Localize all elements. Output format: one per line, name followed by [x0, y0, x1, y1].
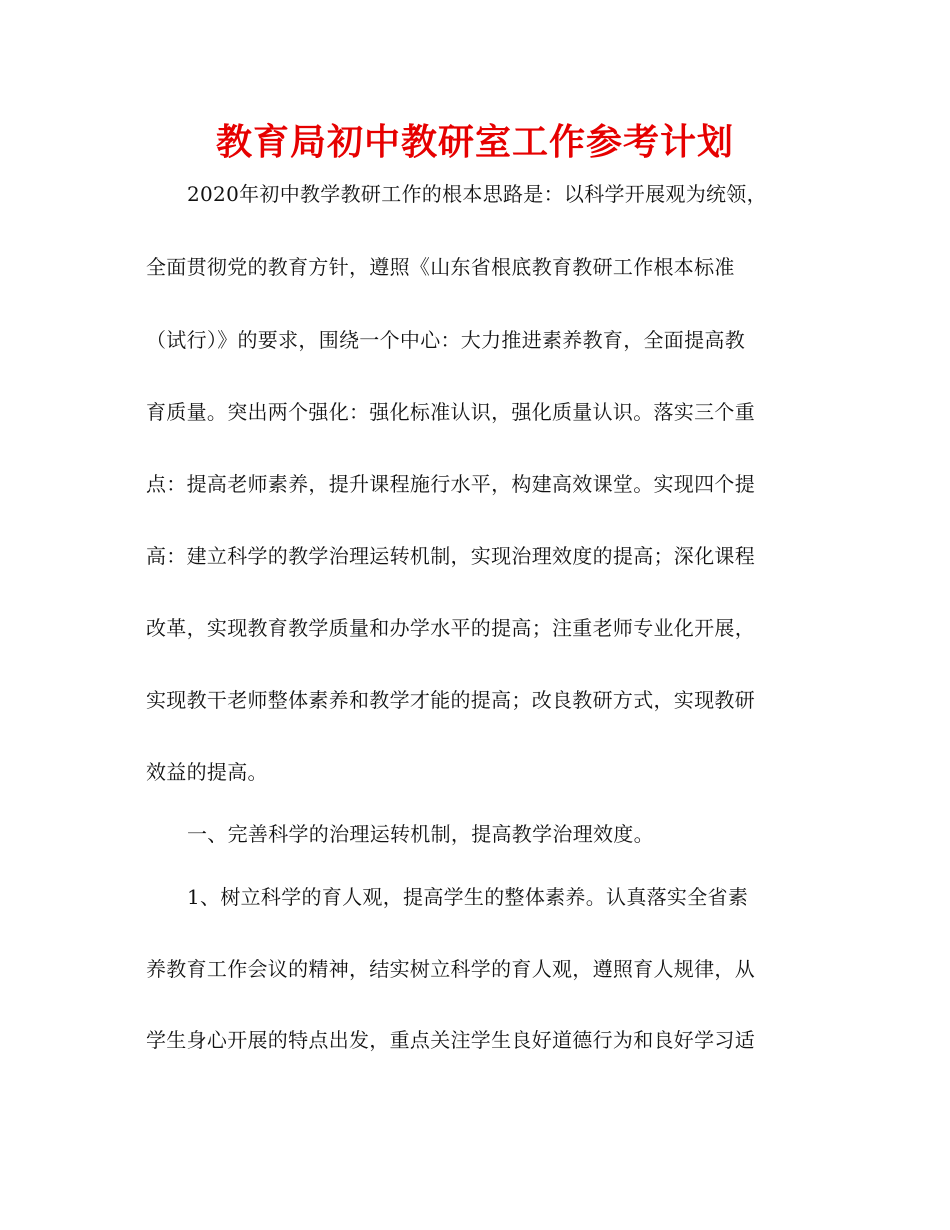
- body-line-8: 实现教干老师整体素养和教学才能的提高；改良教研方式，实现教研: [146, 688, 755, 712]
- body-line-5: 点：提高老师素养，提升课程施行水平，构建高效课堂。实现四个提: [146, 472, 755, 496]
- section-heading-1: 一、完善科学的治理运转机制，提高教学治理效度。: [187, 822, 654, 846]
- body-line-2: 全面贯彻党的教育方针，遵照《山东省根底教育教研工作根本标准: [146, 255, 735, 279]
- body-line-1: 2020年初中教学教研工作的根本思路是：以科学开展观为统领，: [187, 182, 767, 206]
- body-line-6: 高：建立科学的教学治理运转机制，实现治理效度的提高；深化课程: [146, 544, 755, 568]
- body-line-10: 1、树立科学的育人观，提高学生的整体素养。认真落实全省素: [187, 885, 749, 909]
- body-line-3: （试行）》的要求，围绕一个中心：大力推进素养教育，全面提高教: [146, 328, 745, 352]
- body-line-7: 改革，实现教育教学质量和办学水平的提高；注重老师专业化开展，: [146, 616, 755, 640]
- body-line-11: 养教育工作会议的精神，结实树立科学的育人观，遵照育人规律，从: [146, 957, 755, 981]
- body-line-4: 育质量。突出两个强化：强化标准认识，强化质量认识。落实三个重: [146, 400, 755, 424]
- document-title: 教育局初中教研室工作参考计划: [215, 122, 734, 163]
- body-line-12: 学生身心开展的特点出发，重点关注学生良好道德行为和良好学习适: [146, 1028, 755, 1052]
- body-line-9: 效益的提高。: [146, 760, 268, 784]
